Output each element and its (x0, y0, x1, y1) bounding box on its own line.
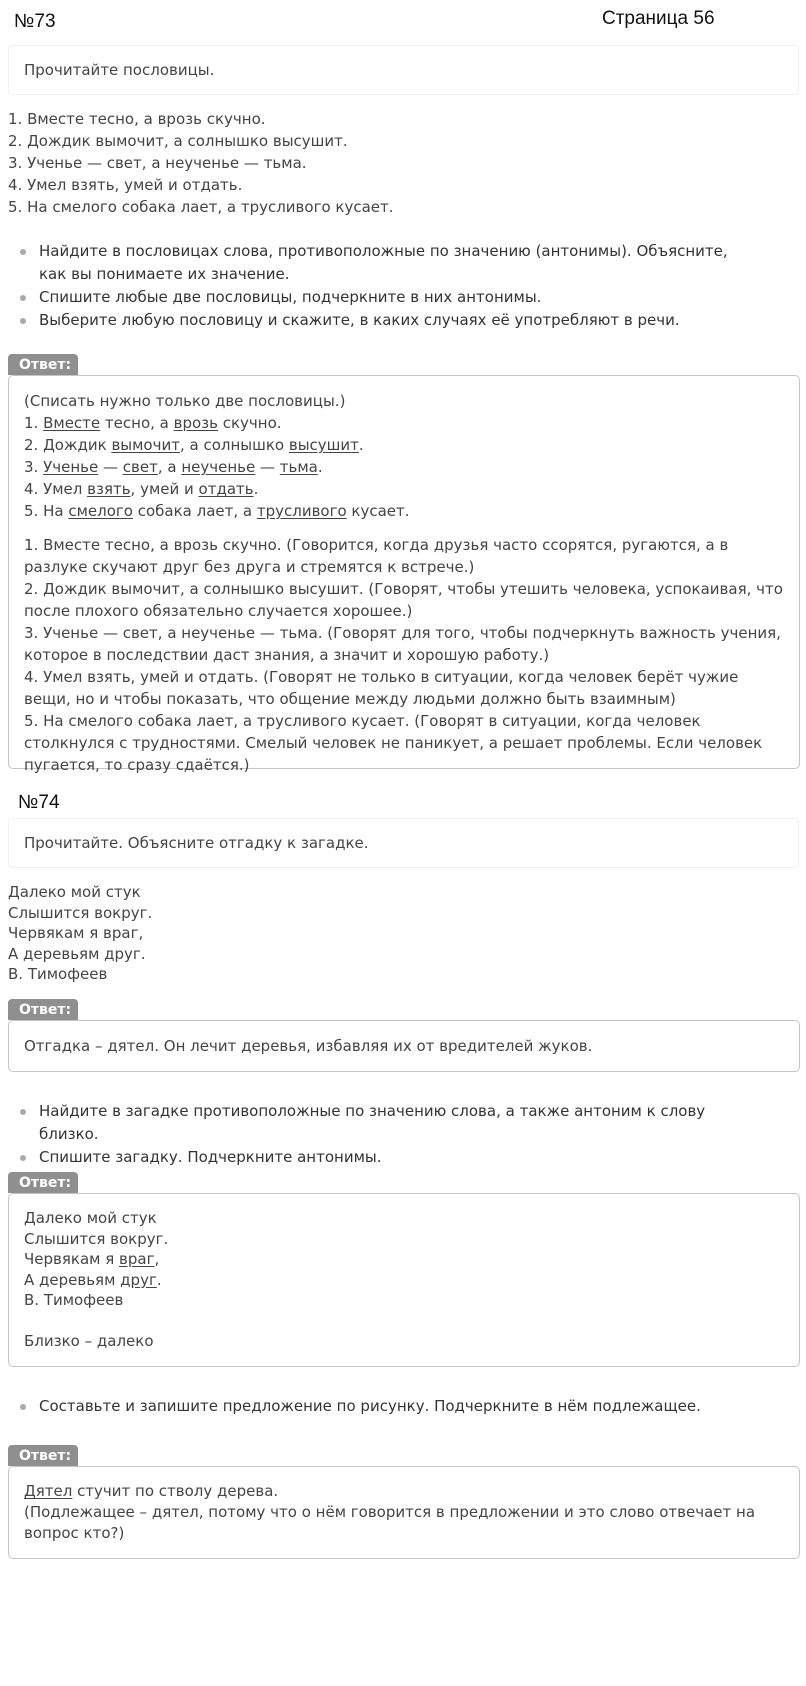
answer-explanation: 4. Умел взять, умей и отдать. (Говорят не только в ситуации, когда человек берёт чужие вещи, но и чтобы показать, что общение между людьми должно быть взаимным) (24, 668, 739, 708)
question-item: Найдите в пословицах слова, противоположные по значению (антонимы). Объясните, как вы понимаете их значение. (8, 240, 728, 286)
underlined-word: Ученье (43, 458, 99, 476)
underlined-word: Дятел (24, 1482, 73, 1500)
answer-note: (Списать нужно только две пословицы.) (24, 392, 346, 410)
page-number: Страница 56 (602, 8, 715, 29)
answer-label: Ответ: (8, 1172, 78, 1193)
answer-explanation: 1. Вместе тесно, а врозь скучно. (Говорится, когда друзья часто ссорятся, ругаются, а в разлуке скучают друг без друга и стремятся к встрече.) (24, 536, 729, 576)
task-74-answer-box-1 (8, 1020, 800, 1072)
underlined-word: трусливого (256, 502, 347, 520)
riddle-line: Далеко мой стук (8, 883, 141, 901)
proverb-item: 2. Дождик вымочит, а солнышко высушит. (8, 132, 348, 150)
task-74-questions-1 (8, 1100, 768, 1169)
underlined-word: высушит (288, 436, 359, 454)
proverb-item: 4. Умел взять, умей и отдать. (8, 176, 243, 194)
riddle-line: Червякам я враг, (8, 924, 144, 942)
answer-explanation: 5. На смелого собака лает, а трусливого кусает. (Говорят в ситуации, когда человек столкнулся с трудностями. Смелый человек не паникует, а решает проблемы. Если человек пугается, то сразу сдаётся.) (24, 712, 763, 774)
answer-line: А деревьям друг. (24, 1270, 162, 1289)
answer-explanation: (Подлежащее – дятел, потому что о нём говорится в предложении и это слово отвечает на вопрос кто?) (24, 1503, 756, 1542)
task-73-instruction-box (8, 45, 799, 95)
answer-line: Червякам я враг, (24, 1250, 160, 1268)
question-item: Спишите любые две пословицы, подчеркните в них антонимы. (8, 286, 728, 309)
task-74-number: №74 (18, 792, 60, 813)
answer-explanation: 2. Дождик вымочит, а солнышко высушит. (Говорят, чтобы утешить человека, успокаивая, что после плохого обязательно случается хорошее.) (24, 580, 783, 620)
task-74-answer-box-3 (8, 1466, 800, 1559)
answer-explanation: 3. Ученье — свет, а неученье — тьма. (Говорят для того, чтобы подчеркнуть важность учения, которое в последствии даст знания, а значит и хорошую работу.) (24, 624, 781, 664)
task-74-answer-box-2 (8, 1193, 800, 1367)
answer-line: Дятел стучит по стволу дерева. (24, 1482, 279, 1500)
underlined-word: тьма (279, 458, 318, 476)
task-74-instruction: Прочитайте. Объясните отгадку к загадке. (24, 834, 369, 852)
underlined-word: врозь (173, 414, 218, 432)
riddle-line: В. Тимофеев (8, 965, 108, 983)
question-item: Спишите загадку. Подчеркните антонимы. (8, 1146, 768, 1169)
task-73-number: №73 (14, 11, 56, 32)
task-73-answer-box (8, 375, 800, 774)
task-74-questions-2 (8, 1395, 768, 1418)
answer-line: Далеко мой стук (24, 1209, 157, 1227)
answer-line: 1. Вместе тесно, а врозь скучно. (24, 414, 282, 432)
question-item: Составьте и запишите предложение по рисунку. Подчеркните в нём подлежащее. (8, 1395, 768, 1418)
underlined-word: взять (87, 480, 131, 498)
answer-label: Ответ: (8, 1445, 78, 1466)
answer-line: В. Тимофеев (24, 1291, 124, 1309)
answer-line: Слышится вокруг. (24, 1229, 169, 1248)
proverb-item: 3. Ученье — свет, а неученье — тьма. (8, 154, 307, 172)
riddle-answer: Отгадка – дятел. Он лечит деревья, избавляя их от вредителей жуков. (24, 1037, 593, 1055)
riddle-line: А деревьям друг. (8, 944, 146, 963)
answer-line: 2. Дождик вымочит, а солнышко высушит. (24, 436, 364, 454)
proverb-item: 1. Вместе тесно, а врозь скучно. (8, 110, 266, 128)
task-73-questions (8, 240, 728, 332)
underlined-word: смелого (68, 502, 133, 520)
task-73-instruction: Прочитайте пословицы. (24, 61, 215, 79)
answer-label: Ответ: (8, 354, 78, 375)
underlined-word: Вместе (43, 414, 101, 432)
underlined-word: отдать (198, 480, 254, 498)
question-item: Найдите в загадке противоположные по значению слова, а также антоним к слову близко. (8, 1100, 768, 1146)
underlined-word: неученье (181, 458, 256, 476)
riddle-line: Слышится вокруг. (8, 903, 153, 922)
answer-line: 3. Ученье — свет, а неученье — тьма. (24, 458, 323, 476)
underlined-word: свет (122, 458, 158, 476)
answer-line: 5. На смелого собака лает, а трусливого кусает. (24, 502, 410, 520)
task-73-proverbs (8, 108, 394, 218)
antonym-pair: Близко – далеко (24, 1331, 154, 1350)
answer-label: Ответ: (8, 999, 78, 1020)
riddle-text (8, 882, 152, 985)
underlined-word: вымочит (111, 436, 180, 454)
proverb-item: 5. На смелого собака лает, а трусливого кусает. (8, 198, 394, 216)
underlined-word: враг (119, 1250, 155, 1268)
task-74-instruction-box (8, 818, 799, 868)
underlined-word: друг (120, 1270, 157, 1289)
answer-line: 4. Умел взять, умей и отдать. (24, 480, 259, 498)
question-item: Выберите любую пословицу и скажите, в каких случаях её употребляют в речи. (8, 309, 728, 332)
